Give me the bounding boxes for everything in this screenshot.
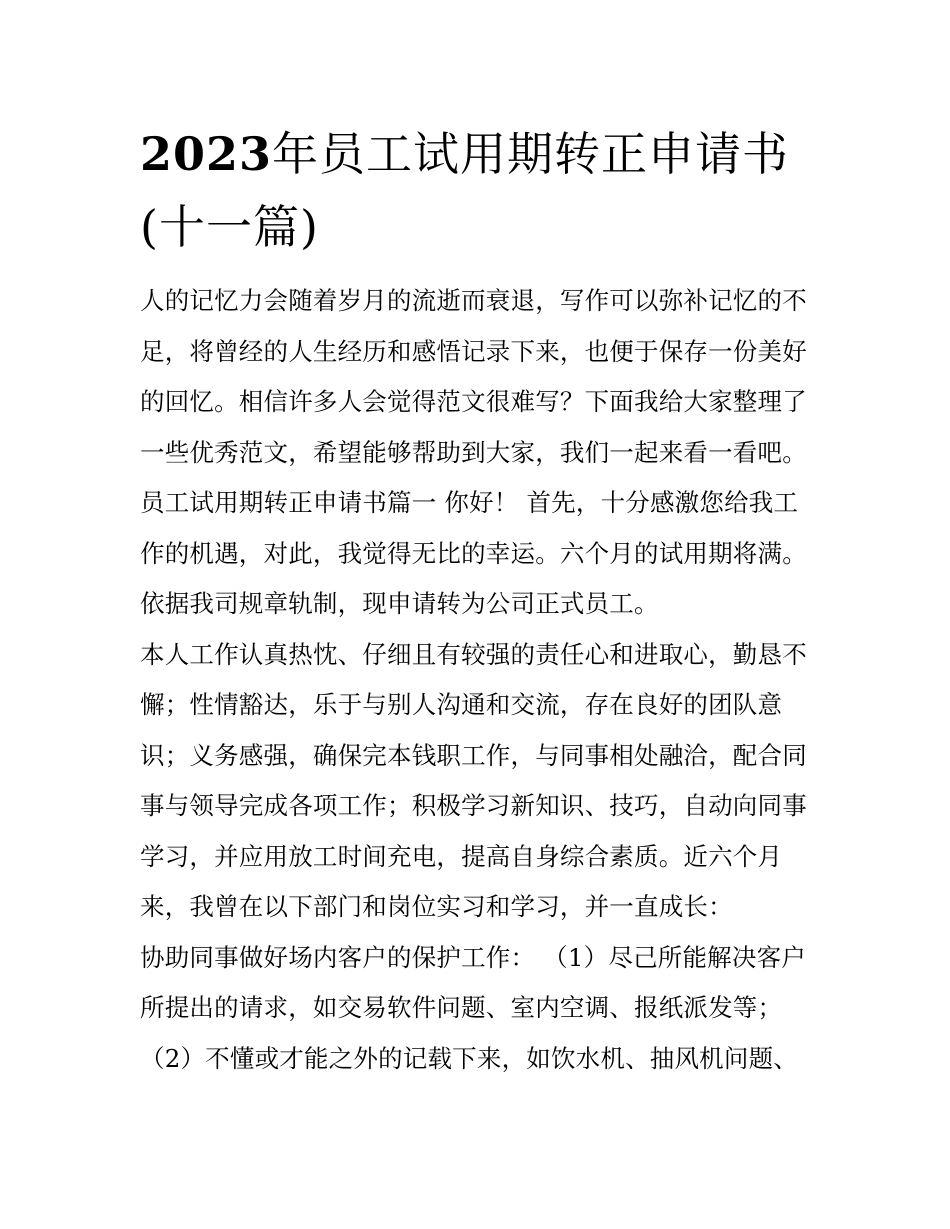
body-line: 所提出的请求，如交易软件问题、室内空调、报纸派发等； [140, 993, 783, 1022]
body-line: 协助同事做好场内客户的保护工作： （1）尽己所能解决客户 [140, 942, 806, 972]
body-line: 的回忆。相信许多人会觉得范文很难写？下面我给大家整理了 [140, 387, 807, 416]
title-text: 年员工试用期转正申请书 [272, 127, 790, 181]
body-line: 懈；性情豁达，乐于与别人沟通和交流，存在良好的团队意 [140, 690, 783, 719]
body-line: 人的记忆力会随着岁月的流逝而衰退，写作可以弥补记忆的不 [140, 286, 807, 315]
body-line: 依据我司规章轨制，现申请转为公司正式员工。 [140, 589, 659, 618]
body-line: 识；义务感强，确保完本钱职工作，与同事相处融洽，配合同 [140, 740, 807, 770]
body-line: （2）不懂或才能之外的记载下来，如饮水机、抽风机问题、 [140, 1043, 798, 1073]
body-line: 事与领导完成各项工作；积极学习新知识、技巧，自动向同事 [140, 791, 807, 820]
body-line: 作的机遇，对此，我觉得无比的幸运。六个月的试用期将满。 [140, 538, 807, 568]
document-body [140, 276, 820, 1084]
body-line: 足，将曾经的人生经历和感悟记录下来，也便于保存一份美好 [140, 336, 807, 366]
document-title [140, 118, 820, 264]
body-line: 本人工作认真热忱、仔细且有较强的责任心和进取心，勤恳不 [140, 639, 807, 669]
title-year: 2023 [140, 127, 273, 181]
title-subtitle: (十一篇) [140, 200, 319, 254]
body-line: 来，我曾在以下部门和岗位实习和学习，并一直成长： [140, 892, 733, 921]
body-line: 员工试用期转正申请书篇一 你好！ 首先，十分感激您给我工 [140, 488, 799, 517]
body-line: 一些优秀范文，希望能够帮助到大家，我们一起来看一看吧。 [140, 437, 807, 467]
body-line: 学习，并应用放工时间充电，提高自身综合素质。近六个月 [140, 841, 783, 871]
